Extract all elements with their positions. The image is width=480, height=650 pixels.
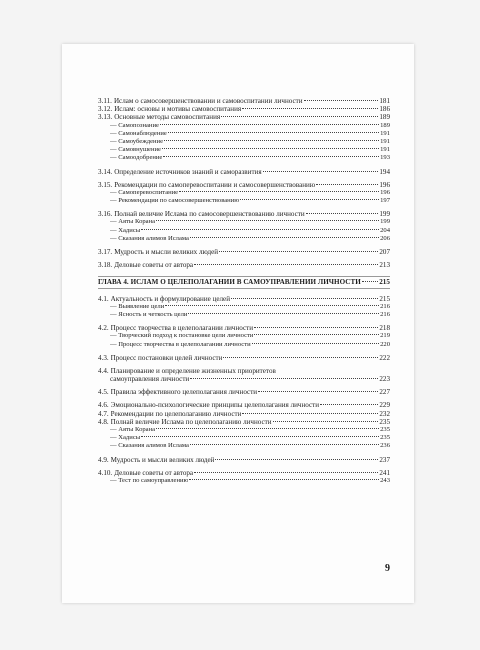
entry-title: Мудрость и мысли великих людей (114, 248, 219, 256)
page-ref: 199 (380, 218, 390, 226)
section-number: 4.2. (98, 324, 109, 333)
entry-title: Эмоционально-психологические принципы целеполагания личности (110, 401, 320, 410)
dot-leader (164, 140, 379, 141)
dot-leader (252, 343, 379, 344)
dot-leader (258, 391, 378, 392)
dot-leader (141, 436, 379, 437)
toc-subentry (98, 146, 390, 154)
section-number: 3.15. (98, 180, 113, 189)
toc-entry (98, 354, 390, 362)
page-ref: 181 (379, 97, 390, 105)
dot-leader (179, 191, 379, 192)
section-number: 3.13. (98, 113, 113, 122)
page-ref: 215 (379, 294, 390, 303)
dot-leader (316, 184, 378, 185)
entry-title: — Аяты Корана (110, 218, 156, 226)
entry-title: — Рекомендации по самосовершенствованию (110, 197, 240, 205)
dot-leader (194, 472, 378, 473)
dot-leader (362, 281, 378, 282)
entry-title: Процесс постановки целей личности (110, 353, 223, 362)
page-ref: 222 (379, 353, 390, 362)
toc-entry (98, 456, 390, 464)
entry-title: Актуальность и формулирование целей (110, 294, 230, 303)
page-ref: 213 (379, 261, 390, 270)
page-ref: 218 (379, 324, 390, 333)
page-ref: 194 (379, 167, 390, 176)
toc-subentry (98, 311, 390, 319)
dot-leader (273, 421, 379, 422)
toc-subentry (98, 227, 390, 235)
toc-entry (98, 97, 390, 105)
entry-title: — Творческий подход к постановке цели личности (110, 332, 254, 340)
chapter-page: 215 (379, 278, 390, 287)
entry-title: Ислам: основы и мотивы самовоспитания (114, 105, 242, 114)
page-ref: 243 (380, 476, 390, 484)
page-ref: 189 (379, 113, 390, 122)
toc-entry (98, 295, 390, 303)
toc-subentry (98, 235, 390, 243)
toc-section-4 (98, 295, 390, 486)
dot-leader (219, 251, 378, 252)
dot-leader (240, 199, 379, 200)
book-page (62, 44, 414, 603)
dot-leader (304, 100, 379, 101)
toc-entry (98, 181, 390, 189)
page-ref: 223 (379, 375, 390, 384)
toc-subentry (98, 130, 390, 138)
dot-leader (156, 220, 379, 221)
page-ref: 196 (379, 180, 390, 189)
toc-subentry (98, 154, 390, 162)
page-ref: 235 (380, 434, 390, 442)
table-of-contents (98, 97, 390, 485)
page-ref: 199 (379, 210, 390, 219)
dot-leader (189, 479, 379, 480)
page-ref: 241 (379, 468, 390, 477)
page-ref: 235 (380, 426, 390, 433)
dot-leader (190, 444, 379, 445)
toc-subentry (98, 138, 390, 146)
page-ref: 219 (380, 332, 390, 340)
toc-entry (98, 418, 390, 426)
toc-entry (98, 324, 390, 332)
page-ref: 196 (380, 188, 390, 196)
entry-title: — Самоодобрение (110, 154, 163, 162)
entry-title: Полнай величие Ислама по самосовершенствованию личности (114, 210, 305, 219)
page-ref: 193 (380, 154, 390, 162)
dot-leader (263, 171, 379, 172)
toc-entry (98, 367, 390, 375)
dot-leader (231, 298, 378, 299)
dot-leader (320, 404, 378, 405)
dot-leader (223, 357, 378, 358)
dot-leader (215, 459, 378, 460)
entry-title: Процесс творчества в целеполагании личности (110, 324, 254, 333)
entry-title: Мудрость и мысли великих людей (110, 455, 215, 464)
entry-title: Деловые советы от автора (114, 261, 194, 270)
page-ref: 197 (380, 197, 390, 205)
entry-title: — Процесс творчества в целеполагании личности (110, 340, 251, 348)
entry-title: самоуправления личности (110, 375, 190, 384)
page-ref: 204 (380, 226, 390, 234)
dot-leader (162, 148, 379, 149)
dot-leader (194, 264, 378, 265)
page-ref: 220 (380, 340, 390, 348)
page-ref: 206 (380, 234, 390, 242)
entry-title: — Хадисы (110, 434, 141, 442)
page-ref: 216 (380, 310, 390, 318)
dot-leader (190, 378, 378, 379)
page-ref: 216 (380, 302, 390, 310)
entry-title: — Сказания алимов Ислама (110, 234, 189, 242)
section-number: 4.3. (98, 353, 109, 362)
entry-title: — Ясность и четкость цели (110, 310, 188, 318)
entry-title: Правила эффективного целеполагания личности (110, 388, 258, 397)
entry-title: Ислам о самосовершенствовании и самовоспитании личности (113, 97, 303, 105)
entry-title: — Самовнушение (110, 146, 161, 154)
entry-title: — Сказания алимов Ислама (110, 442, 189, 450)
dot-leader (156, 428, 379, 429)
dot-leader (254, 334, 379, 335)
dot-leader (168, 132, 379, 133)
section-number: 4.4. (98, 366, 109, 375)
entry-title: Определение источников знаний и саморазвития (114, 167, 262, 176)
page-ref: 232 (379, 409, 390, 418)
toc-subentry (98, 341, 390, 349)
dot-leader (160, 124, 379, 125)
section-number: 4.7. (98, 409, 109, 418)
toc-subentry (98, 477, 390, 485)
toc-entry (98, 261, 390, 269)
section-number: 4.1. (98, 294, 109, 303)
dot-leader (254, 327, 378, 328)
toc-subentry (98, 189, 390, 197)
section-number: 4.10. (98, 468, 113, 477)
section-number: 3.16. (98, 210, 113, 219)
page-ref: 191 (380, 146, 390, 154)
toc-entry (98, 401, 390, 409)
toc-subentry (98, 442, 390, 450)
entry-title: — Самоперевоспитание (110, 188, 179, 196)
entry-title: — Самонаблюдение (110, 129, 167, 137)
section-number: 3.12. (98, 105, 113, 114)
toc-entry (98, 113, 390, 121)
section-number: 3.17. (98, 248, 113, 256)
toc-entry (98, 105, 390, 113)
entry-title: — Самоубеждение (110, 137, 164, 145)
toc-subentry (98, 426, 390, 434)
page-ref: 235 (379, 417, 390, 426)
chapter-heading (98, 276, 390, 288)
entry-title: — Аяты Корана (110, 426, 156, 433)
toc-subentry (98, 197, 390, 205)
dot-leader (190, 237, 379, 238)
entry-title: — Самопознание (110, 121, 159, 129)
section-number: 3.11. (98, 97, 112, 105)
dot-leader (188, 313, 379, 314)
toc-subentry (98, 434, 390, 442)
toc-subentry (98, 122, 390, 130)
section-number: 4.8. (98, 417, 109, 426)
dot-leader (141, 229, 379, 230)
toc-entry-continuation (98, 375, 390, 383)
toc-entry (98, 469, 390, 477)
dot-leader (165, 305, 379, 306)
page-ref: 186 (379, 105, 390, 114)
entry-title: — Хадисы (110, 226, 141, 234)
dot-leader (242, 108, 378, 109)
page-ref: 189 (380, 121, 390, 129)
dot-leader (242, 413, 378, 414)
toc-entry (98, 410, 390, 418)
toc-section-3 (98, 97, 390, 269)
toc-subentry (98, 332, 390, 340)
dot-leader (306, 213, 379, 214)
entry-title: Рекомендации по целеполаганию личности (110, 409, 242, 418)
page-ref: 227 (379, 388, 390, 397)
toc-entry (98, 388, 390, 396)
section-number: 3.14. (98, 167, 113, 176)
entry-title: — Выявление цели (110, 302, 165, 310)
page-ref: 229 (379, 401, 390, 410)
page-ref: 191 (380, 137, 390, 145)
section-number: 3.18. (98, 261, 113, 270)
page-ref: 237 (379, 455, 390, 464)
toc-entry (98, 248, 390, 256)
toc-entry (98, 168, 390, 176)
page-ref: 191 (380, 129, 390, 137)
section-number: 4.9. (98, 455, 109, 464)
chapter-title: ГЛАВА 4. ИСЛАМ О ЦЕЛЕПОЛАГАНИИ В САМОУПРАВЛЕНИИ ЛИЧНОСТИ (98, 278, 361, 287)
entry-title: Основные методы самовоспитания (114, 113, 221, 122)
dot-leader (163, 156, 379, 157)
entry-title: Планирование и определение жизненных приоритетов (110, 366, 276, 375)
dot-leader (221, 116, 378, 117)
section-number: 4.6. (98, 401, 109, 410)
entry-title: Полнай величие Ислама по целеполаганию личности (110, 417, 272, 426)
chapter-entry (98, 278, 390, 286)
entry-title: Рекомендации по самоперевоспитании и самосовершенствованию (114, 180, 316, 189)
toc-entry (98, 210, 390, 218)
section-number: 4.5. (98, 388, 109, 397)
page-ref: 207 (379, 248, 390, 256)
page-number: 9 (385, 563, 390, 574)
toc-subentry (98, 218, 390, 226)
entry-title: Деловые советы от автора (114, 468, 194, 477)
toc-subentry (98, 303, 390, 311)
page-ref: 236 (380, 442, 390, 450)
entry-title: — Тест по самоуправлению (110, 476, 189, 484)
